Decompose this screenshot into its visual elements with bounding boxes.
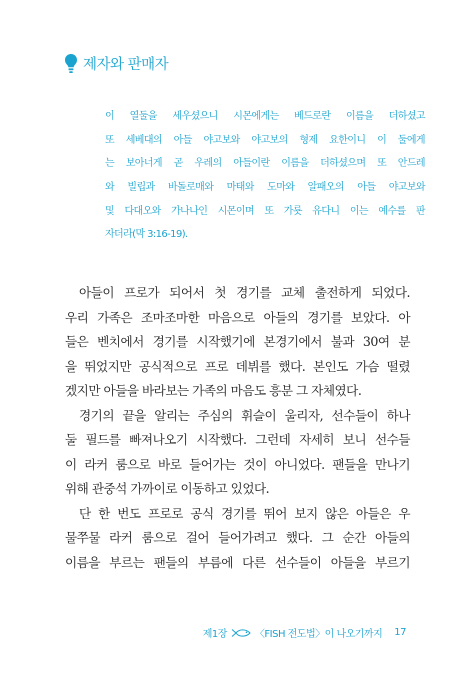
lightbulb-icon (65, 54, 77, 74)
body-line: 을 뛰었지만 공식적으로 프로 데뷔를 했다. 본인도 가슴 떨렸 (65, 358, 410, 374)
fish-icon (231, 628, 251, 638)
footer-chapter: 제1장 (202, 629, 227, 640)
body-line: 겠지만 아들을 바라보는 가족의 마음도 흥분 그 자체였다. (65, 383, 362, 398)
page-number: 17 (394, 627, 406, 638)
body-line: 위해 관중석 가까이로 이동하고 있었다. (65, 481, 270, 496)
quote-line: 자더라(막 3:16-19). (105, 229, 188, 241)
quote-line: 는 보아너게 곧 우레의 아들이란 이름을 더하셨으며 또 안드레 (105, 158, 425, 170)
body-line: 우리 가족은 조마조마한 마음으로 아들의 경기를 보았다. 아 (65, 309, 410, 325)
quote-line: 와 빌립과 바돌로매와 마태와 도마와 알패오의 아들 야고보와 (105, 182, 425, 194)
body-line: 경기의 끝을 알리는 주심의 휘슬이 울리자, 선수들이 하나 (79, 407, 410, 423)
section-header (65, 53, 168, 74)
section-title: 제자와 판매자 (83, 57, 169, 73)
body-line: 단 한 번도 프로로 공식 경기를 뛰어 보지 않은 아들은 우 (79, 505, 410, 521)
body-line: 들은 벤치에서 경기를 시작했기에 본경기에서 불과 30여 분 (65, 334, 410, 349)
quote-line: 또 세베대의 아들 야고보와 야고보의 형제 요한이니 이 둘에게 (105, 134, 425, 146)
body-text (65, 281, 410, 575)
body-line: 이름을 부르는 팬들의 부름에 다른 선수들이 아들을 부르기 (65, 554, 410, 570)
body-line: 물쭈물 라커 룸으로 걸어 들어가려고 했다. 그 순간 아들의 (65, 530, 410, 545)
page-footer (203, 625, 406, 640)
quote-line: 및 다대오와 가나나인 시몬이며 또 가룟 유다니 이는 예수를 판 (105, 205, 425, 217)
body-line: 둘 필드를 빠져나오기 시작했다. 그런데 자세히 보니 선수들 (65, 432, 410, 447)
scripture-quote (105, 105, 425, 247)
body-line: 아들이 프로가 되어서 첫 경기를 교체 출전하게 되었다. (79, 285, 410, 300)
quote-line: 이 열둘을 세우셨으니 시몬에게는 베드로란 이름을 더하셨고 (105, 111, 425, 122)
body-line: 이 라커 룸으로 바로 들어가는 것이 아니었다. 팬들을 만나기 (65, 456, 410, 472)
footer-title: 〈FISH 전도법〉이 나오기까지 (254, 629, 383, 640)
